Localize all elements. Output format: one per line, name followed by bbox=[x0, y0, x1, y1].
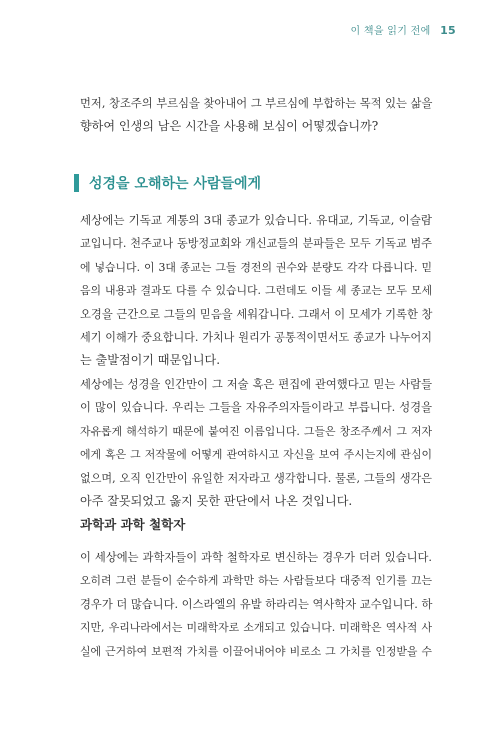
heading-bar-icon bbox=[74, 174, 79, 192]
text-line: 향하여 인생의 남은 시간을 사용해 보심이 어떻겠습니까? bbox=[80, 119, 379, 134]
text-line: 먼저, 창조주의 부르심을 찾아내어 그 부르심에 부합하는 목적 있는 삶을 bbox=[80, 97, 433, 110]
text-line: 세상에는 기독교 계통의 3대 종교가 있습니다. 유대교, 기독교, 이슬람 bbox=[80, 213, 432, 227]
text-line: 이 세상에는 과학자들이 과학 철학자로 변신하는 경우가 더러 있습니다. bbox=[80, 551, 432, 564]
text-line: 는 출발점이기 때문입니다. bbox=[80, 353, 221, 368]
intro-paragraph bbox=[80, 92, 432, 139]
running-header bbox=[350, 22, 456, 37]
running-title: 이 책을 읽기 전에 bbox=[350, 26, 431, 37]
subsection-paragraph bbox=[80, 546, 432, 663]
text-line: 오히려 그런 분들이 순수하게 과학만 하는 사람들보다 대중적 인기를 끄는 bbox=[80, 574, 432, 588]
text-line: 음의 내용과 결과도 다를 수 있습니다. 그런데도 이들 세 종교는 모두 모세 bbox=[80, 284, 432, 298]
section-heading-text: 성경을 오해하는 사람들에게 bbox=[89, 176, 262, 192]
text-line: 세기 이해가 중요합니다. 가치나 원리가 공통적이면서도 종교가 나누어지 bbox=[80, 330, 432, 344]
text-line: 세상에는 성경을 인간만이 그 저술 혹은 편집에 관여했다고 믿는 사람들 bbox=[80, 378, 432, 391]
text-line: 없으며, 오직 인간만이 유일한 저자라고 생각합니다. 물론, 그들의 생각은 bbox=[80, 471, 432, 485]
section-paragraph-1 bbox=[80, 209, 432, 373]
subsection-heading: 과학과 과학 철학자 bbox=[80, 517, 186, 532]
text-line: 이 많이 있습니다. 우리는 그들을 자유주의자들이라고 부릅니다. 성경을 bbox=[80, 401, 432, 415]
text-line: 교입니다. 천주교나 동방정교회와 개신교들의 분파들은 모두 기독교 범주 bbox=[80, 237, 432, 251]
text-line: 에게 혹은 그 저작물에 어떻게 관여하시고 자신을 보여 주시는지에 관심이 bbox=[80, 448, 432, 462]
section-heading bbox=[74, 172, 261, 194]
text-line: 경우가 더 많습니다. 이스라엘의 유발 하라리는 역사학자 교수입니다. 하 bbox=[80, 597, 433, 611]
section-paragraph-2 bbox=[80, 373, 432, 513]
text-line: 오경을 근간으로 그들의 믿음을 세워갑니다. 그래서 이 모세가 기록한 창 bbox=[80, 307, 433, 321]
text-line: 지만, 우리나라에서는 미래학자로 소개되고 있습니다. 미래학은 역사적 사 bbox=[80, 621, 432, 635]
text-line: 실에 근거하여 보편적 가치를 이끌어내어야 비로소 그 가치를 인정받을 수 bbox=[80, 644, 432, 658]
text-line: 에 넣습니다. 이 3대 종교는 그들 경전의 권수와 분량도 각각 다릅니다. 믿 bbox=[80, 260, 432, 274]
text-line: 아주 잘못되었고 옳지 못한 판단에서 나온 것입니다. bbox=[80, 493, 353, 508]
text-line: 자유롭게 해석하기 때문에 붙여진 이름입니다. 그들은 창조주께서 그 저자 bbox=[80, 424, 432, 438]
page-number: 15 bbox=[440, 24, 456, 37]
